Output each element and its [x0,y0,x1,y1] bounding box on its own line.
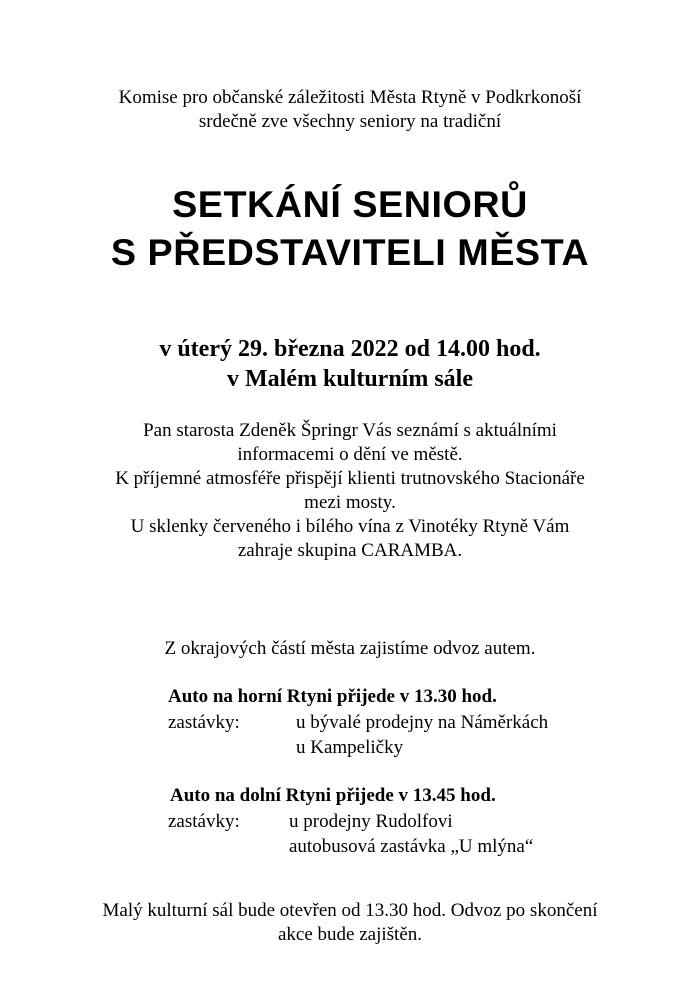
lower-transport-heading: Auto na dolní Rtyni přijede v 13.45 hod. [170,785,496,806]
program-line: mezi mosty. [304,492,396,513]
program-line: informacemi o dění ve městě. [237,444,463,465]
program-line: Pan starosta Zdeněk Špringr Vás seznámí s aktuálními [143,420,557,441]
lower-stop-2: autobusová zastávka „U mlýna“ [289,836,534,857]
transport-intro: Z okrajových částí města zajistíme odvoz autem. [164,638,536,659]
closing-line-1: Malý kulturní sál bude otevřen od 13.30 hod. Odvoz po skončení [102,900,598,921]
program-text [0,419,700,563]
program-line: K příjemné atmosféře přispějí klienti trutnovského Stacionáře [115,468,585,489]
intro-line-1: Komise pro občanské záležitosti Města Rtyně v Podkrkonoší [118,87,582,108]
title-line-2: S PŘEDSTAVITELI MĚSTA [110,232,590,273]
intro-line-2: srdečně zve všechny seniory na tradiční [198,111,502,132]
upper-transport-heading: Auto na horní Rtyni přijede v 13.30 hod. [168,686,497,707]
event-place: v Malém kulturním sále [227,366,473,392]
upper-stops-label: zastávky: [168,712,240,733]
page-title [0,181,700,277]
program-line: U sklenky červeného i bílého vína z Vinotéky Rtyně Vám [130,516,570,537]
lower-stops-label: zastávky: [168,811,240,832]
event-date: v úterý 29. března 2022 od 14.00 hod. [159,336,541,362]
lower-stop-1: u prodejny Rudolfovi [289,811,453,832]
upper-stop-1: u bývalé prodejny na Náměrkách [296,712,549,733]
event-details [0,334,700,394]
intro-text [0,86,700,134]
title-line-1: SETKÁNÍ SENIORŮ [172,184,528,225]
program-line: zahraje skupina CARAMBA. [237,540,463,561]
upper-stop-2: u Kampeličky [296,737,404,758]
closing-line-2: akce bude zajištěn. [277,924,422,945]
closing-text [0,899,700,947]
